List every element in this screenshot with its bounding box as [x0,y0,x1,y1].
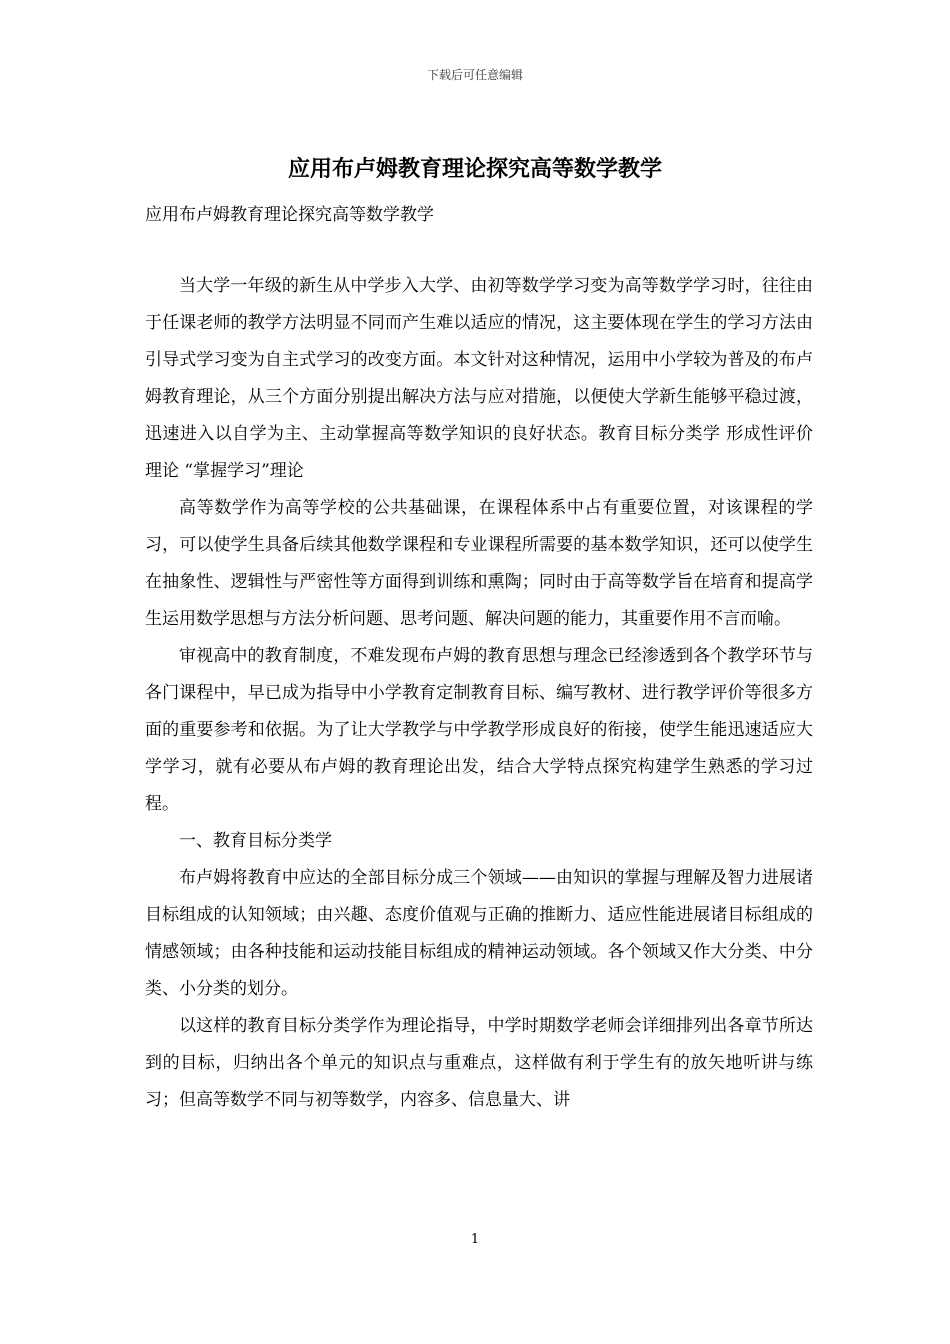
document-body [145,268,813,1119]
document-subtitle: 应用布卢姆教育理论探究高等数学教学 [145,205,434,225]
document-title: 应用布卢姆教育理论探究高等数学教学 [287,157,662,182]
page-number: 1 [470,1232,480,1247]
section-heading-taxonomy: 一、教育目标分类学 [179,831,332,851]
header-note: 下载后可任意编辑 [426,68,523,82]
paragraph-three-domains: 布卢姆将教育中应达的全部目标分成三个领域——由知识的掌握与理解及智力进展诸目标组成的认知领域；由兴趣、态度价值观与正确的推断力、适应性能进展诸目标组成的情感领域；由各种技能和运动技能目标组成的精神运动领域。各个领域又作大分类、中分类、小分类的划分。 [145,868,813,999]
paragraph-high-school-review: 审视高中的教育制度，不难发现布卢姆的教育思想与理念已经渗透到各个教学环节与各门课程中，早已成为指导中小学教育定制教育目标、编写教材、进行教学评价等很多方面的重要参考和依据。为了让大学教学与中学教学形成良好的衔接，使学生能迅速适应大学学习，就有必要从布卢姆的教育理论出发，结合大学特点探究构建学生熟悉的学习过程。 [145,646,813,814]
paragraph-abstract: 当大学一年级的新生从中学步入大学、由初等数学学习变为高等数学学习时，往往由于任课老师的教学方法明显不同而产生难以适应的情况，这主要体现在学生的学习方法由引导式学习变为自主式学习的改变方面。本文针对这种情况，运用中小学较为普及的布卢姆教育理论，从三个方面分别提出解决方法与应对措施，以便使大学新生能够平稳过渡，迅速进入以自学为主、主动掌握高等数学知识的良好状态。教育目标分类学 形成性评价理论 “掌握学习”理论 [145,276,813,481]
paragraph-guidance: 以这样的教育目标分类学作为理论指导，中学时期数学老师会详细排列出各章节所达到的目标，归纳出各个单元的知识点与重难点，这样做有利于学生有的放矢地听讲与练习；但高等数学不同与初等数学，内容多、信息量大、讲 [145,1016,813,1110]
paragraph-importance: 高等数学作为高等学校的公共基础课，在课程体系中占有重要位置，对该课程的学习，可以使学生具备后续其他数学课程和专业课程所需要的基本数学知识，还可以使学生在抽象性、逻辑性与严密性等方面得到训练和熏陶；同时由于高等数学旨在培育和提高学生运用数学思想与方法分析问题、思考问题、解决问题的能力，其重要作用不言而喻。 [145,498,813,629]
